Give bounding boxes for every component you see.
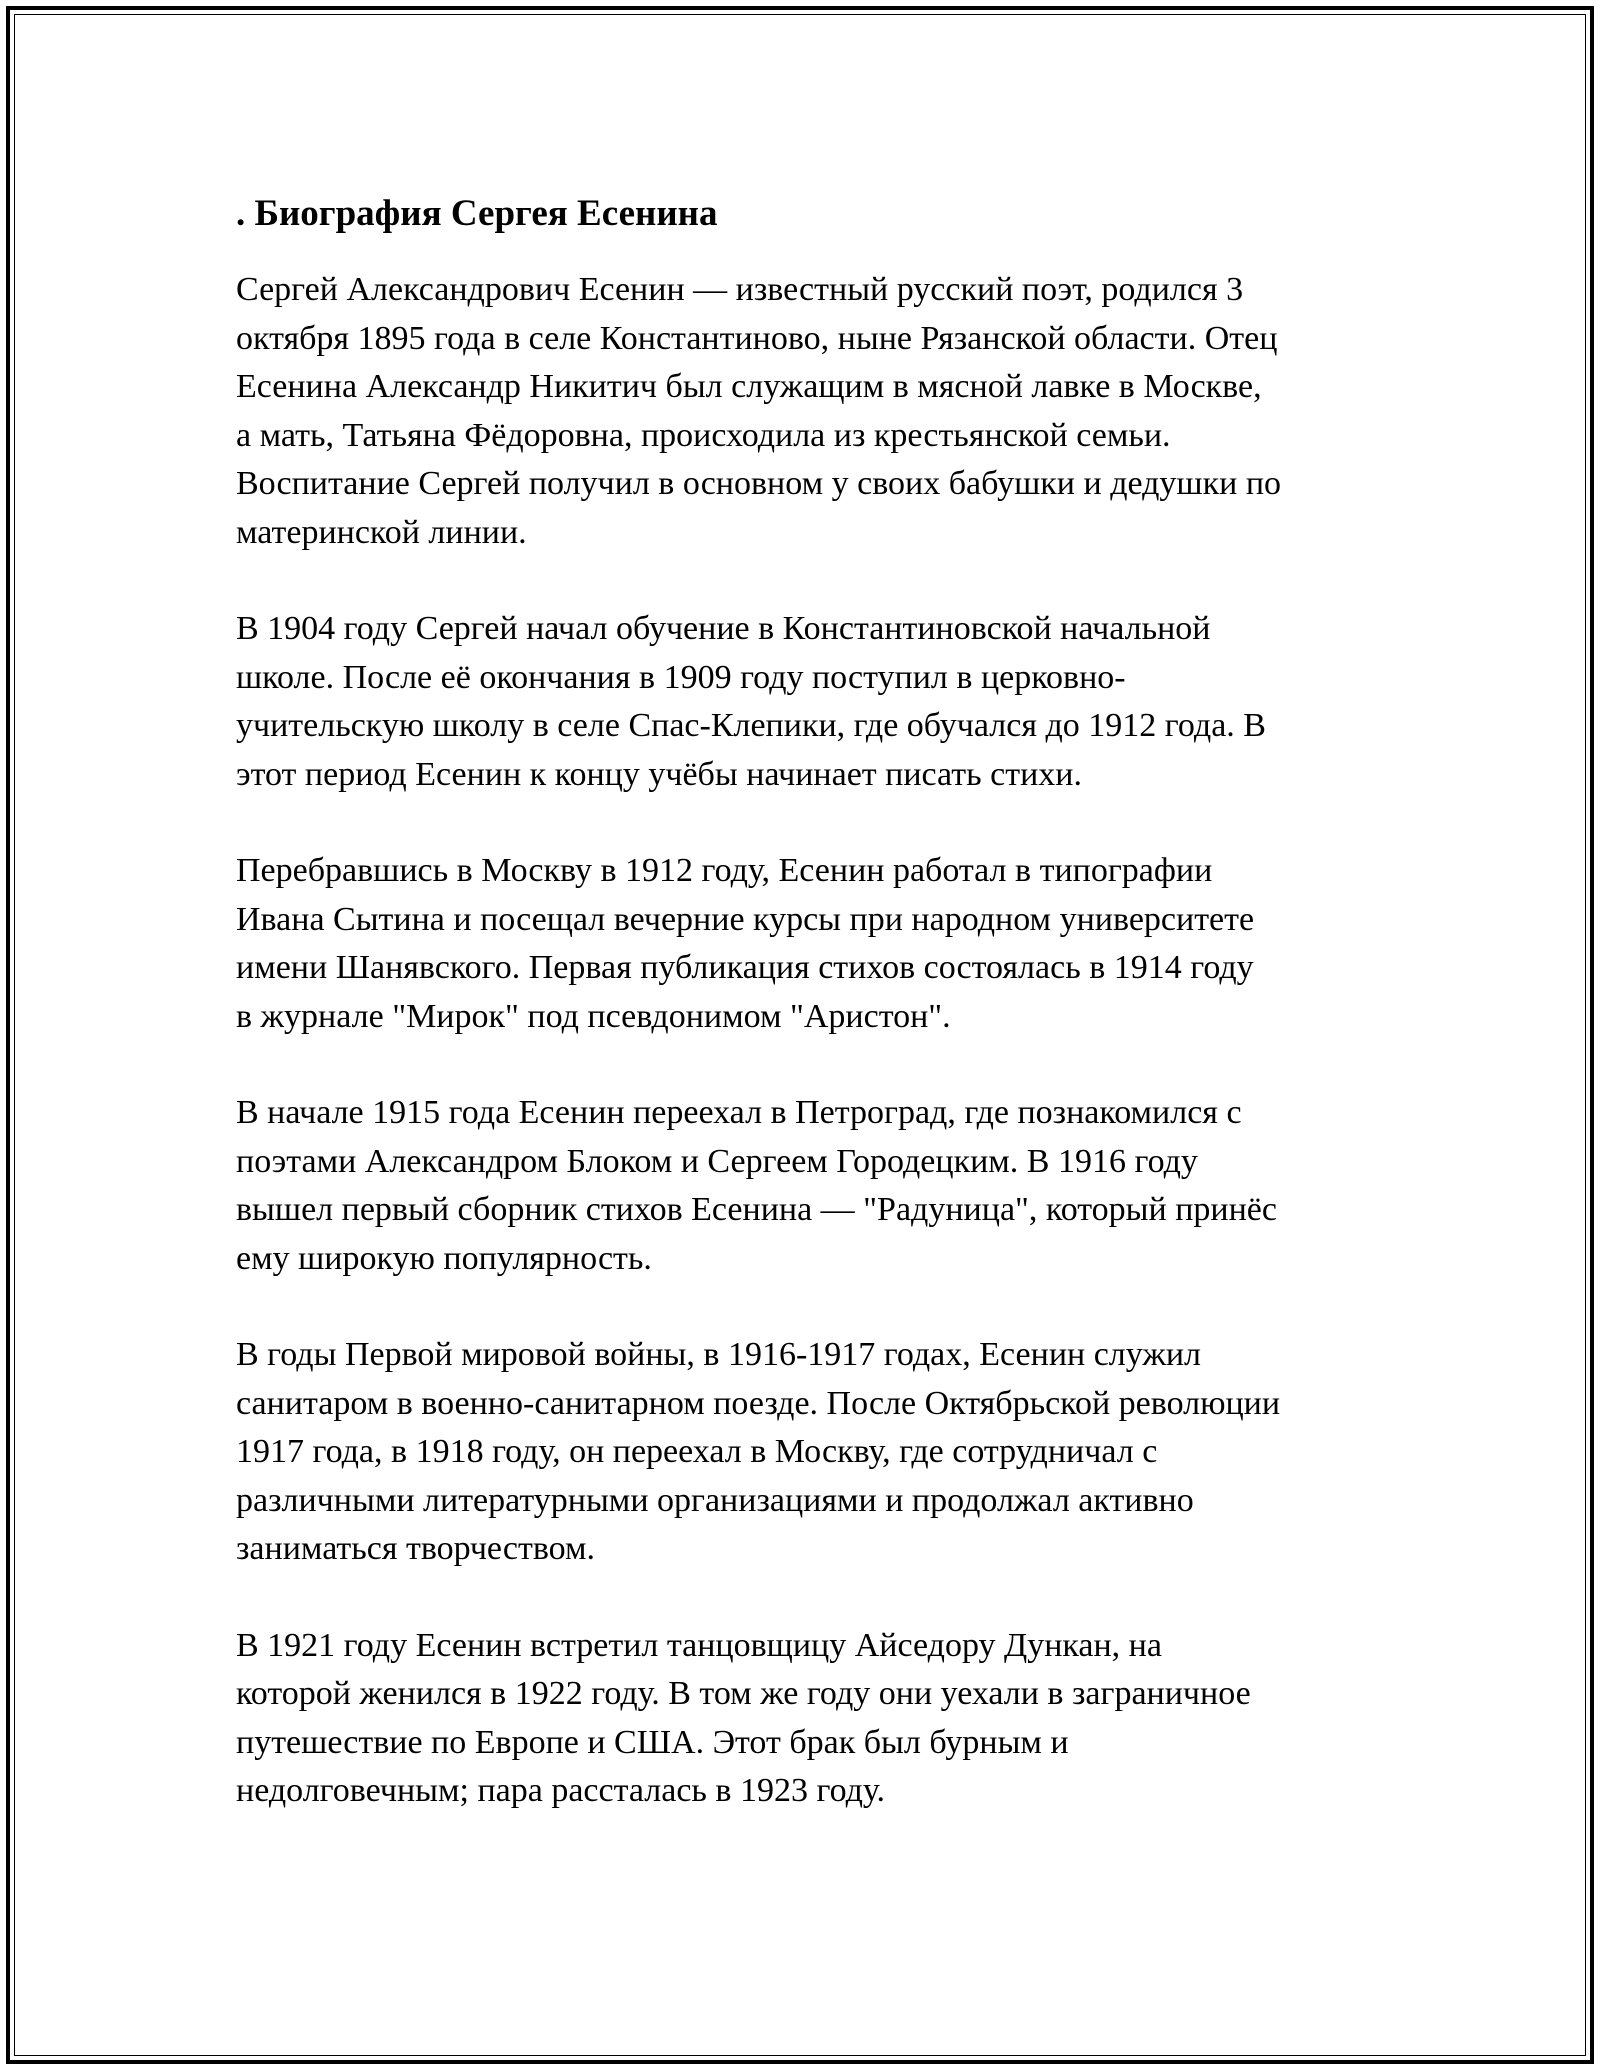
text-line: ему широкую популярность. (236, 1239, 652, 1277)
text-line: Воспитание Сергей получил в основном у своих бабушки и дедушки по (236, 465, 1282, 502)
text-line: которой женился в 1922 году. В том же году они уехали в заграничное (236, 1675, 1251, 1712)
text-line: В 1921 году Есенин встретил танцовщицу Айседору Дункан, на (236, 1626, 1162, 1664)
text-line: этот период Есенин к концу учёбы начинает писать стихи. (236, 755, 1082, 793)
text-line: недолговечным; пара рассталась в 1923 году. (236, 1772, 885, 1809)
text-line: материнской линии. (236, 513, 527, 551)
text-line: санитаром в военно-санитарном поезде. После Октябрьской революции (236, 1384, 1281, 1422)
text-line: Есенина Александр Никитич был служащим в мясной лавке в Москве, (236, 368, 1262, 405)
paragraph-early-life (236, 266, 1376, 557)
text-line: вышел первый сборник стихов Есенина — "Радуница", который принёс (236, 1191, 1277, 1228)
text-line: Сергей Александрович Есенин — известный русский поэт, родился 3 (236, 271, 1244, 308)
text-line: В начале 1915 года Есенин переехал в Петроград, где познакомился с (236, 1094, 1242, 1131)
text-line: заниматься творчеством. (236, 1530, 596, 1567)
text-line: а мать, Татьяна Фёдоровна, происходила из крестьянской семьи. (236, 416, 1171, 454)
paragraph-petrograd (236, 1089, 1376, 1283)
text-line: Ивана Сытина и посещал вечерние курсы при народном университете (236, 900, 1255, 938)
text-line: имени Шанявского. Первая публикация стихов состоялась в 1914 году (236, 949, 1254, 986)
document-title: . Биография Сергея Есенина (236, 193, 718, 234)
text-line: октября 1895 года в селе Константиново, ныне Рязанской области. Отец (236, 319, 1278, 357)
text-line: В годы Первой мировой войны, в 1916-1917 годах, Есенин служил (236, 1336, 1201, 1373)
text-line: учительскую школу в селе Спас-Клепики, где обучался до 1912 года. В (236, 707, 1266, 744)
text-line: в журнале "Мирок" под псевдонимом "Аристон". (236, 997, 951, 1035)
text-line: 1917 года, в 1918 году, он переехал в Москву, где сотрудничал с (236, 1433, 1158, 1470)
text-line: путешествие по Европе и США. Этот брак был бурным и (236, 1723, 1069, 1761)
text-line: различными литературными организациями и продолжал активно (236, 1481, 1194, 1519)
paragraph-moscow (236, 847, 1376, 1041)
text-line: поэтами Александром Блоком и Сергеем Городецким. В 1916 году (236, 1142, 1198, 1180)
document-body (236, 188, 1376, 1864)
text-line: В 1904 году Сергей начал обучение в Константиновской начальной (236, 610, 1211, 647)
paragraph-education (236, 605, 1376, 799)
paragraph-war-years (236, 1331, 1376, 1574)
paragraph-duncan (236, 1622, 1376, 1816)
text-line: Перебравшись в Москву в 1912 году, Есенин работал в типографии (236, 852, 1213, 889)
text-line: школе. После её окончания в 1909 году поступил в церковно- (236, 658, 1126, 696)
